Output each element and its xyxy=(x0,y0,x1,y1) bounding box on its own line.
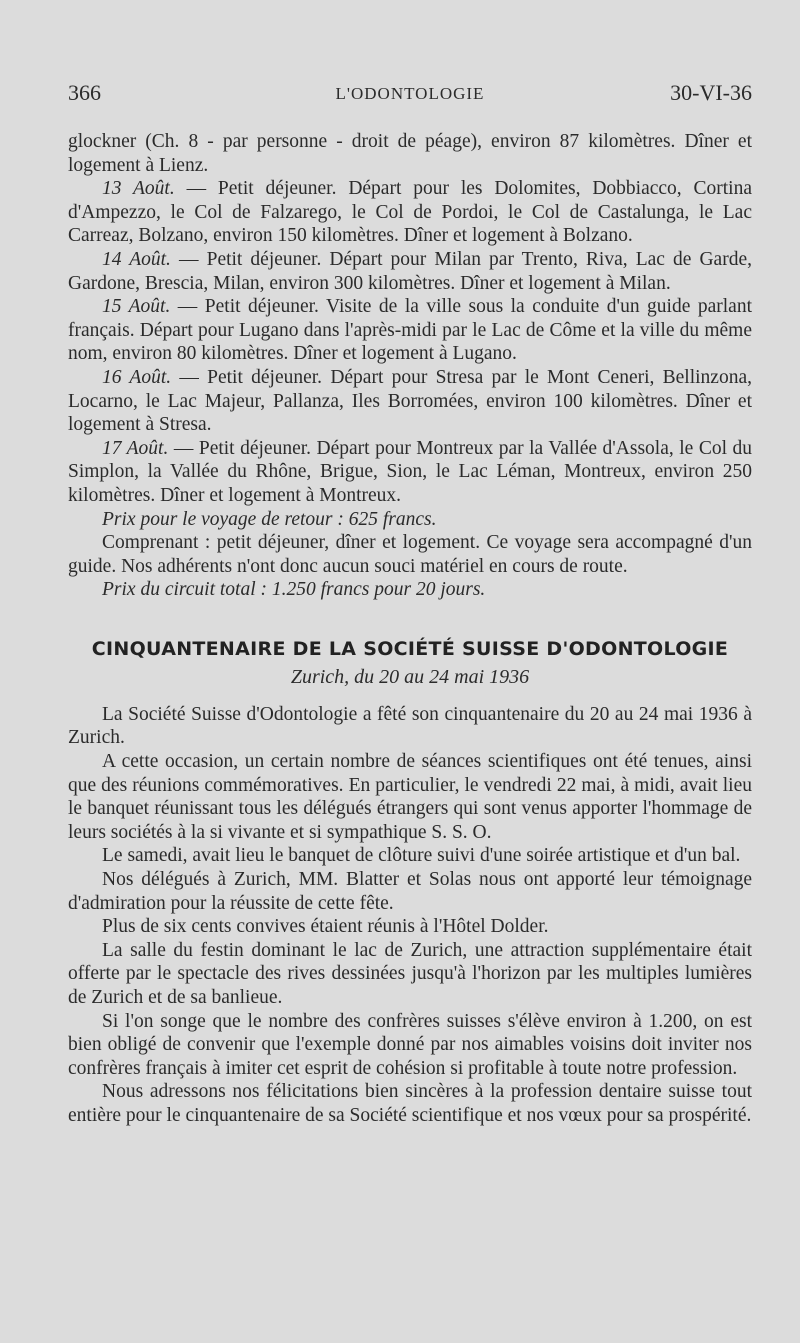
section-paragraph: Nous adressons nos félicitations bien sincères à la profession dentaire suisse tout entière pour le cinquantenaire de sa Société scientifique et nos vœux pour sa prospérité. xyxy=(68,1081,752,1126)
day-text: — Petit déjeuner. Départ pour les Dolomites, Dobbiacco, Cortina d'Ampezzo, le Col de Falzarego, le Col de Pordoi, le Col de Castalunga, le Lac Carreaz, Bolzano, environ 150 kilomètres. Dîner et logement à Bolzano. xyxy=(68,178,753,247)
itinerary-day-13 xyxy=(68,177,752,248)
section-paragraph: Plus de six cents convives étaient réunis à l'Hôtel Dolder. xyxy=(102,916,549,938)
day-text: — Petit déjeuner. Visite de la ville sous la conduite d'un guide parlant français. Départ pour Lugano dans l'après-midi par le Lac de Côme et la ville du même nom, environ 80 kilomètres. Dîner et logement à Lugano. xyxy=(68,296,752,365)
section-subtitle: Zurich, du 20 au 24 mai 1936 xyxy=(290,665,530,688)
section-paragraph: La Société Suisse d'Odontologie a fêté son cinquantenaire du 20 au 24 mai 1936 à Zurich. xyxy=(68,703,752,749)
running-title: L'ODONTOLOGIE xyxy=(335,84,485,103)
section-paragraph: Le samedi, avait lieu le banquet de clôture suivi d'une soirée artistique et d'un bal. xyxy=(102,845,741,867)
itinerary-day-14 xyxy=(68,248,752,295)
day-date: 16 Août. xyxy=(102,366,172,388)
day-text: — Petit déjeuner. Départ pour Stresa par le Mont Ceneri, Bellinzona, Locarno, le Lac Majeur, Pallanza, Iles Borromées, environ 100 kilomètres. Dîner et logement à Stresa. xyxy=(68,366,752,436)
day-date: 17 Août. xyxy=(102,437,169,459)
day-date: 14 Août. xyxy=(102,248,171,270)
itinerary-day-15 xyxy=(68,295,752,366)
return-price: Prix pour le voyage de retour : 625 francs. xyxy=(102,508,437,530)
page-header xyxy=(68,80,752,120)
day-text: — Petit déjeuner. Départ pour Montreux par la Vallée d'Assola, le Col du Simplon, la Vallée du Rhône, Brigue, Sion, le Lac Léman, Montreux, environ 250 kilomètres. Dîner et logement à Montreux. xyxy=(68,437,752,506)
trip-includes: Comprenant : petit déjeuner, dîner et logement. Ce voyage sera accompagné d'un guide. Nos adhérents n'ont donc aucun souci matériel en cours de route. xyxy=(68,532,752,577)
itinerary-intro: glockner (Ch. 8 - par personne - droit de péage), environ 87 kilomètres. Dîner et logement à Lienz. xyxy=(68,131,752,176)
day-date: 13 Août. xyxy=(102,178,175,200)
page-number: 366 xyxy=(68,80,101,105)
section-paragraph: La salle du festin dominant le lac de Zurich, une attraction supplémentaire était offerte par le spectacle des rives dessinées jusqu'à l'horizon par les multiples lumières de Zurich et de sa banlieue. xyxy=(68,939,752,1008)
day-date: 15 Août. xyxy=(102,296,171,318)
issue-date: 30-VI-36 xyxy=(670,80,752,105)
section-paragraph: A cette occasion, un certain nombre de séances scientifiques ont été tenues, ainsi que des réunions commémoratives. En particulier, le vendredi 22 mai, à midi, avait lieu le banquet réunissant tous les délégués étrangers qui sont venus apporter l'hommage de leurs sociétés à la si vivante et si sympathique S. S. O. xyxy=(68,751,752,843)
itinerary-day-16 xyxy=(68,366,752,437)
itinerary-day-17 xyxy=(68,437,752,508)
section-paragraph: Si l'on songe que le nombre des confrères suisses s'élève environ à 1.200, on est bien obligé de convenir que l'exemple donné par nos aimables voisins doit inviter nos confrères français à imiter cet esprit de cohésion si profitable à toute notre profession. xyxy=(68,1010,752,1079)
section-title: CINQUANTENAIRE DE LA SOCIÉTÉ SUISSE D'ODONTOLOGIE xyxy=(91,637,729,660)
section-paragraph: Nos délégués à Zurich, MM. Blatter et Solas nous ont apporté leur témoignage d'admiration pour la réussite de cette fête. xyxy=(68,869,752,914)
total-price: Prix du circuit total : 1.250 francs pour 20 jours. xyxy=(102,579,486,601)
day-text: — Petit déjeuner. Départ pour Milan par Trento, Riva, Lac de Garde, Gardone, Brescia, Milan, environ 300 kilomètres. Dîner et logement à Milan. xyxy=(68,248,752,294)
